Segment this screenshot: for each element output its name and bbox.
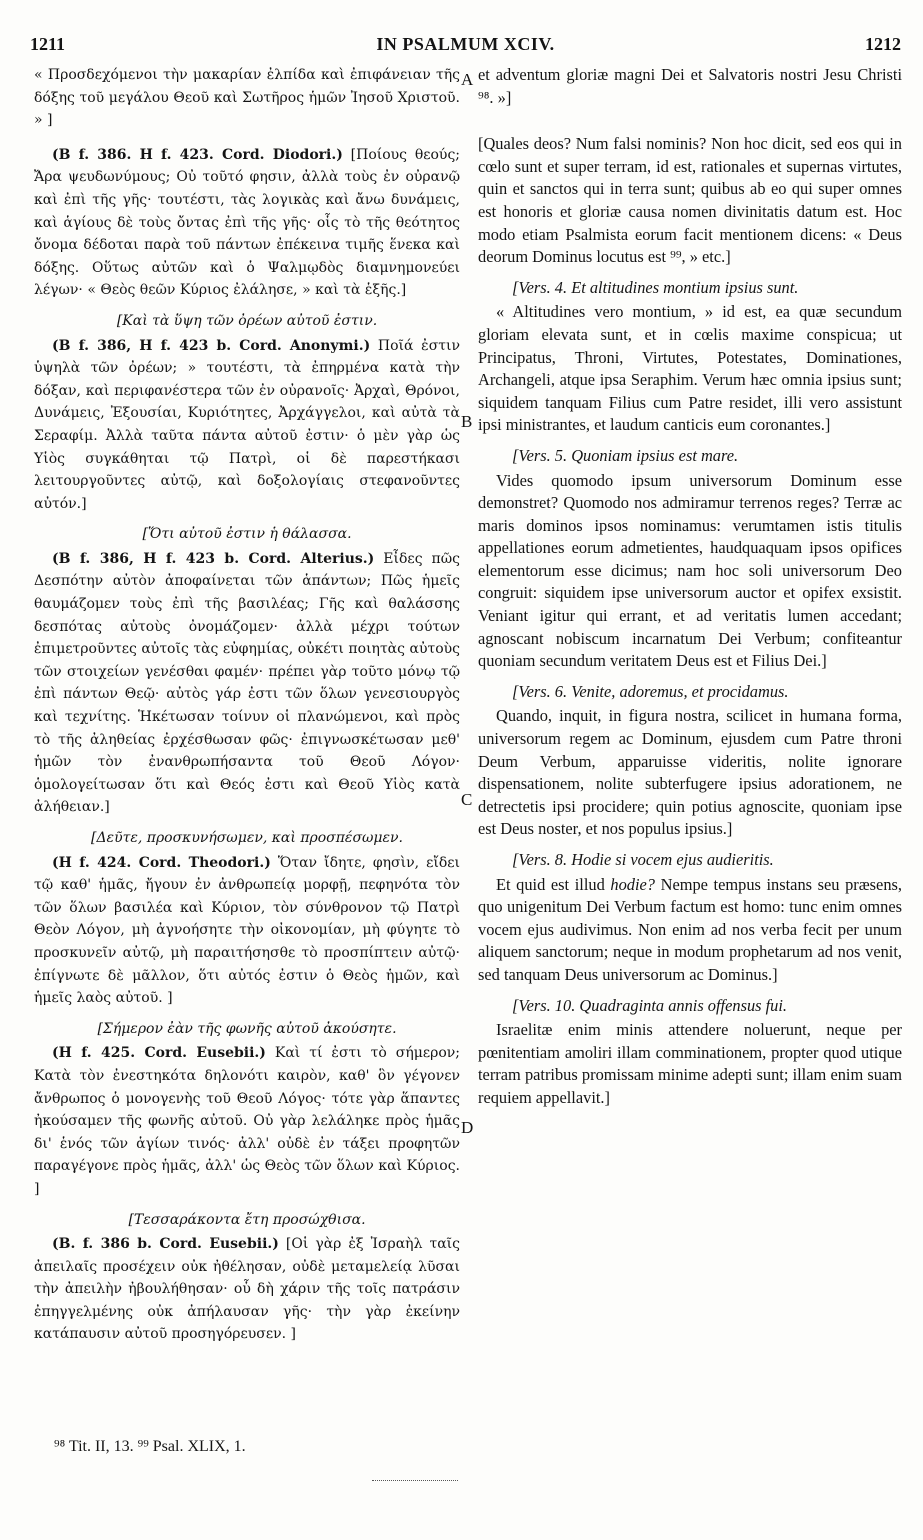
verse-text: Et altitudines montium ipsius sunt.: [571, 277, 799, 297]
page-ornament: [372, 1480, 458, 1483]
latin-paragraph: Vides quomodo ipsum universorum Dominum esse demonstret? Quomodo nos admiramur terrenos reges? Terræ ac maris dominos ipsos nominamus: verumtamen istis titulis appellationes eorum admetientes, haudquaquam ipsos opifices elementorum esse dicimus; nam hoc soli universorum Deo congruit: siquidem ipse universorum auctor et opifex exsistit. Veniant igitur qui errant, et ad veritatis lumen accedant; agnoscant nobiscum incarnatum Dei Verbum; confiteantur quoniam secundum veritatem Deus est et Filius Dei.]: [478, 470, 902, 671]
verse-number: [Vers. 6.: [512, 681, 568, 701]
manuscript-reference: (B f. 386, H f. 423 b. Cord. Anonymi.): [52, 337, 371, 354]
margin-letter-d: D: [461, 1118, 474, 1137]
verse-number: [Vers. 5.: [512, 445, 568, 465]
latin-paragraph: « Altitudines vero montium, » id est, ea quæ secundum gloriam elevata sunt, et in cœlis maxime conspicua; ut Principatus, Throni, Virtutes, Potestates, Dominationes, Archangeli, atque ipsa Seraphim. Verum hæc omnia ipsius sunt; siquidem tanquam Filius cum Patre residet, illi vero assistunt ipsi ministrantes, et laudum canticis eum coronantes.]: [478, 302, 902, 435]
greek-paragraph: [34, 1042, 460, 1200]
margin-letter-a: A: [461, 70, 474, 89]
running-title: IN PSALMUM XCIV.: [376, 34, 555, 54]
greek-text: Καὶ τί ἐστι τὸ σήμερον; Κατὰ τὸν ἐνεστηκότα δηλονότι καιρὸν, καθ' ὃν γέγονεν ἄνθρωπος ὁ μονογενὴς τοῦ Θεοῦ Λόγος· τότε γὰρ ἅπαντες ἠκούσαμεν τῆς φωνῆς αὐτοῦ. Οὐ γὰρ λελάληκε πρὸς ἡμᾶς δι' ἑνός τῶν ἁγίων τινός· ἀλλ' οὐδὲ ἐν τάξει προφητῶν παραγέγονε πρὸς ἡμᾶς, ἀλλ' ὡς Θεὸς τῶν ὅλων καὶ Κύριος. ]: [34, 1045, 460, 1197]
verse-heading: [478, 445, 902, 468]
greek-text: Ποῖά ἐστιν ὑψηλὰ τῶν ὀρέων; » τουτέστι, τὰ ἐπηρμένα κατὰ τὴν δόξαν, καὶ περιφανέστερα τῶν ἐν οὐρανοῖς· Ἀρχαὶ, Θρόνοι, Δυνάμεις, Ἐξουσίαι, Κυριότητες, Ἀρχάγγελοι, καὶ αὐτὰ τὰ Σεραφίμ. Ἀλλὰ ταῦτα πάντα αὐτοῦ ἐστιν· ὁ μὲν γὰρ ὡς Υἱὸς συγκάθηται τῷ Πατρὶ, οἱ δὲ παρεστήκασι λειτουργοῦντες αὐτῷ, καὶ δοξολογίαις στεφανοῦντες αὐτόν.]: [34, 337, 460, 512]
verse-heading: [478, 681, 902, 704]
latin-italic: hodie?: [610, 874, 656, 894]
greek-paragraph: [34, 335, 460, 516]
greek-text: Εἶδες πῶς Δεσπότην αὐτὸν ἀποφαίνεται τῶν ἁπάντων; Πῶς ἡμεῖς θαυμάζομεν τοὺς ἐπὶ τῆς βασιλέας; Γῆς καὶ θαλάσσης δεσπότας αὐτοὺς ὀνομάζομεν· ἀλλὰ μέχρι τούτων ἐπιμετροῦντες αὐτοῖς τὰς εὐφημίας, οὐκέτι ποιητὰς αὐτοὺς τῶν στοιχείων γενέσθαι φαμέν· πρέπει γὰρ τοῦτο μόνῳ τῷ ἐπὶ πάντων Θεῷ· αὐτὸς γάρ ἐστι τῶν ὅλων γενεσιουργὸς καὶ τεχνίτης. Ἡκέτωσαν τοίνυν οἱ πλανώμενοι, καὶ πρὸς τὸ τῆς ἀληθείας ἐρχέσθωσαν φῶς· ἐπιγνωσκέτωσαν μεθ' ἡμῶν τὸν ἐνανθρωπήσαντα τοῦ Θεοῦ Λόγον· ὁμολογείτωσαν ὅτι καὶ Θεός ἐστι καὶ Θεοῦ Υἱὸς κατὰ ἀλήθειαν.]: [34, 550, 460, 816]
latin-paragraph: [Quales deos? Num falsi nominis? Non hoc dicit, sed eos qui in cœlo sunt et super terram, id est, rationales et supernas virtutes, quin et sanctos qui in terra sunt; quibus ab eo qui super omnes est honoris et gloriæ causa nomen divinitatis datum est. Hoc modo etiam Psalmista eorum facit mentionem dicens: « Deus deorum Dominus locutus est ⁹⁹, » etc.]: [478, 134, 902, 267]
manuscript-reference: (B f. 386. H f. 423. Cord. Diodori.): [52, 146, 343, 163]
manuscript-reference: (B. f. 386 b. Cord. Eusebii.): [52, 1236, 279, 1253]
manuscript-reference: (B f. 386, H f. 423 b. Cord. Alterius.): [52, 550, 375, 567]
latin-paragraph: [478, 874, 902, 987]
verse-text: Quoniam ipsius est mare.: [571, 445, 739, 465]
greek-text: [Ποίους θεούς; Ἄρα ψευδωνύμους; Οὐ τοῦτό φησιν, ἀλλὰ τοὺς ἐν οὐρανῷ καὶ ἐπὶ τῆς γῆς· τουτέστι, τὰς λογικὰς καὶ ἄνω δυνάμεις, καὶ ἁγίους δὲ τοὺς ὄντας ἐπὶ τῆς γῆς· οἷς τὸ τῆς θεότητος ὄνομα δέδοται παρὰ τοῦ πάντων ἐπέκεινα τιμῆς ἕνεκα καὶ δόξης. Οὕτως αὐτῶν καὶ ὁ Ψαλμῳδὸς διαμνημονεύει λέγων· « Θεὸς θεῶν Κύριος ἐλάλησε, » καὶ τὰ ἑξῆς.]: [34, 146, 460, 299]
latin-paragraph: Israelitæ enim minis attendere noluerunt, neque per pœnitentiam amoliri illam comminationem, propter quod utique terram patribus promissam minime adepti sunt; illam enim suam requiem appellavit.]: [478, 1020, 902, 1107]
verse-number: [Vers. 4.: [512, 277, 568, 297]
latin-paragraph: Quando, inquit, in figura nostra, scilicet in humana forma, universorum regem ac Dominum, ejusdem cum Patre throni Deum Verbum, apparuisse videritis, nolite ignorare dispensationem, nolite subterfugere ipsius adorationem, ne detrectetis ipsi procidere; quin potius agnoscite, quoniam ipse est Deus noster, et nos populus ipsius.]: [478, 706, 902, 839]
latin-text: Nempe tempus instans seu præsens, quo unigenitum Dei Verbum factum est homo: tunc enim omnes vocem ejus audivimus. Non enim ad nos verba fecit per unum aliquem sanctorum; neque in modum prophetarum ad nos venit, sed tanquam Deus universorum ac Dominus.]: [478, 874, 902, 984]
verse-number: [Vers. 10.: [512, 995, 576, 1015]
running-header: [30, 34, 901, 62]
page-number-right: 1212: [865, 34, 901, 54]
page-number-left: 1211: [30, 34, 66, 54]
verse-number: [Vers. 8.: [512, 850, 568, 869]
footnotes: ⁹⁸ Tit. II, 13. ⁹⁹ Psal. XLIX, 1.: [54, 1438, 246, 1455]
manuscript-reference: (H f. 424. Cord. Theodori.): [52, 854, 271, 871]
margin-letter-c: C: [461, 790, 473, 809]
manuscript-reference: (H f. 425. Cord. Eusebii.): [52, 1045, 266, 1062]
verse-text: Quadraginta annis offensus fui.: [579, 995, 788, 1015]
margin-letter-b: B: [461, 412, 473, 431]
greek-paragraph: « Προσδεχόμενοι τὴν μακαρίαν ἐλπίδα καὶ ἐπιφάνειαν τῆς δόξης τοῦ μεγάλου Θεοῦ καὶ Σωτῆρος ἡμῶν Ἰησοῦ Χριστοῦ. » ]: [34, 67, 460, 129]
verse-heading: [Τεσσαράκοντα ἔτη προσώχθισα.: [128, 1211, 366, 1228]
verse-heading: [Σήμερον ἐὰν τῆς φωνῆς αὐτοῦ ἀκούσητε.: [97, 1020, 397, 1037]
greek-paragraph: [34, 144, 460, 302]
greek-text: [Οἱ γὰρ ἐξ Ἰσραὴλ ταῖς ἀπειλαῖς προσέχειν οὐκ ἠθέλησαν, οὐδὲ μεταμελείᾳ λῦσαι τὴν ἀπειλὴν ἠβουλήθησαν· οὗ δὴ χάριν τῆς τοῖς πατράσιν ἐπηγγελμένης οὐκ ἀπήλαυσαν γῆς· τὴν γὰρ ἐκείνην κατάπαυσιν αὐτοῦ προσηγόρευσεν. ]: [34, 1236, 460, 1343]
verse-text: Venite, adoremus, et procidamus.: [571, 681, 789, 701]
greek-text: Ὅταν ἴδητε, φησὶν, εἴδει τῷ καθ' ἡμᾶς, ἤγουν ἐν ἀνθρωπείᾳ μορφῇ, πεφηνότα τὸν τῶν ὅλων βασιλέα καὶ Κύριον, τὸν σύνθρονον τῷ Πατρὶ Θεὸν Λόγον, μὴ ἀγνοήσητε τὴν οἰκονομίαν, μὴ φύγητε τὸ προσκυνεῖν αὐτῷ, μὴ παραιτήσησθε τὸ προσπίπτειν αὐτῷ· ἐπίγνωτε δὲ μᾶλλον, ὅτι αὐτός ἐστιν ὁ Θεὸς ἡμῶν, καὶ ἡμεῖς λαὸς αὐτοῦ. ]: [34, 854, 461, 1007]
verse-heading: [478, 995, 902, 1018]
greek-column: [34, 64, 460, 1346]
verse-heading: [Ὅτι αὐτοῦ ἐστιν ἡ θάλασσα.: [142, 526, 352, 543]
greek-paragraph: [34, 1233, 460, 1346]
greek-paragraph: [34, 852, 460, 1010]
latin-column: [478, 64, 902, 1110]
verse-heading: [478, 277, 902, 300]
latin-paragraph: et adventum gloriæ magni Dei et Salvatoris nostri Jesu Christi ⁹⁸. »]: [478, 65, 902, 107]
verse-heading: [Καὶ τὰ ὕψη τῶν ὀρέων αὐτοῦ ἐστιν.: [116, 312, 378, 329]
latin-text: Et quid est illud: [496, 874, 605, 894]
greek-paragraph: [34, 548, 460, 819]
verse-text: Hodie si vocem ejus audieritis.: [571, 850, 774, 869]
verse-heading: [Δεῦτε, προσκυνήσωμεν, καὶ προσπέσωμεν.: [90, 830, 403, 846]
verse-heading: [478, 849, 902, 872]
